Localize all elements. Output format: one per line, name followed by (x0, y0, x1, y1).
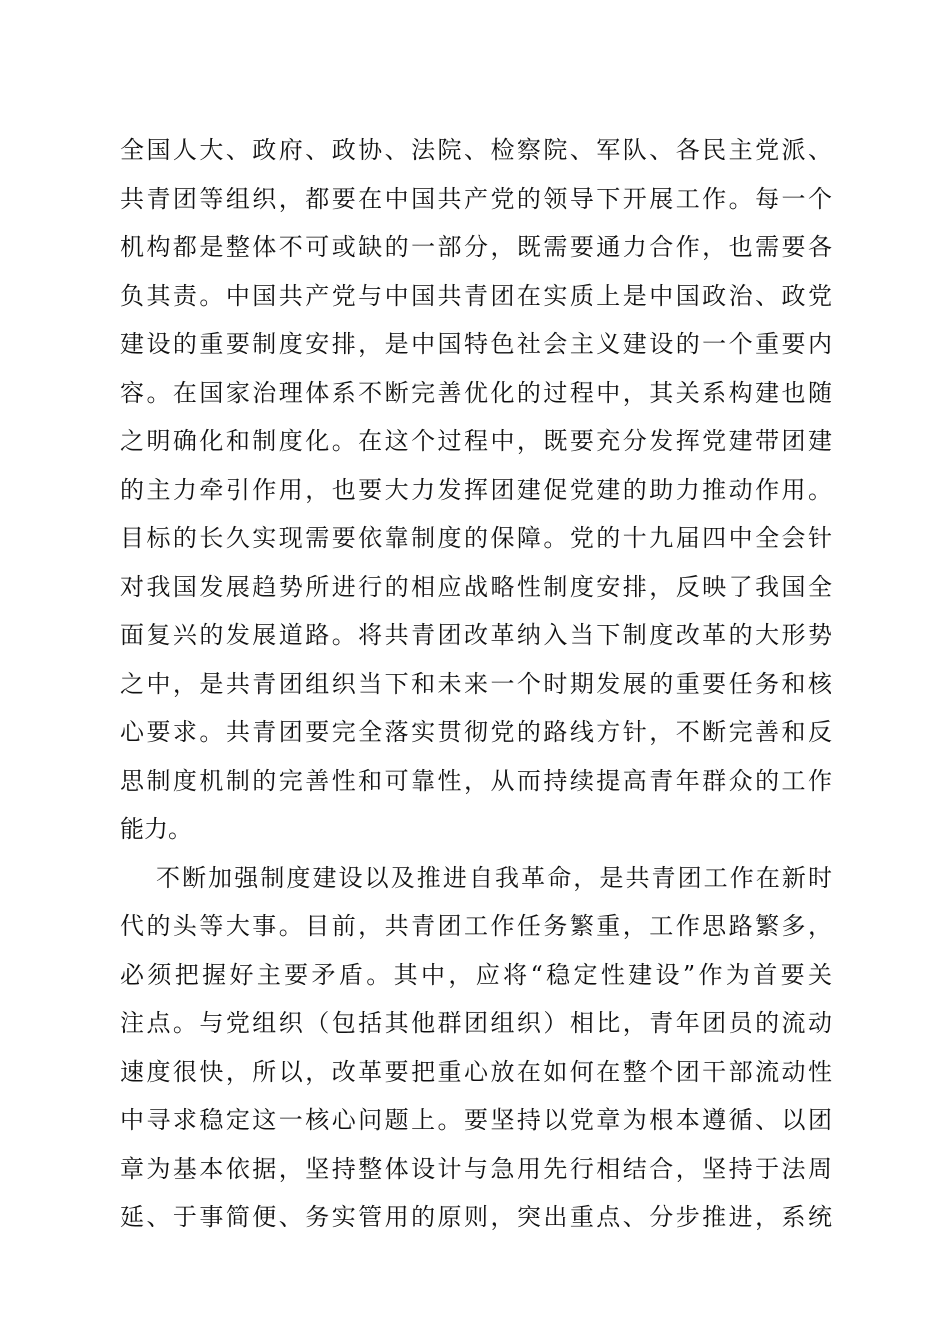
text-line: 机构都是整体不可或缺的一部分，既需要通力合作，也需要各 (120, 233, 832, 261)
text-line: 之中，是共青团组织当下和未来一个时期发展的重要任务和核 (120, 669, 832, 698)
text-line: 延、于事简便、务实管用的原则，突出重点、分步推进，系统 (120, 1203, 832, 1231)
text-line: 思制度机制的完善性和可靠性，从而持续提高青年群众的工作 (120, 766, 832, 795)
text-line: 心要求。共青团要完全落实贯彻党的路线方针，不断完善和反 (120, 718, 832, 746)
text-line: 建设的重要制度安排，是中国特色社会主义建设的一个重要内 (120, 330, 832, 358)
text-line: 之明确化和制度化。在这个过程中，既要充分发挥党建带团建 (120, 427, 832, 455)
text-line: 对我国发展趋势所进行的相应战略性制度安排，反映了我国全 (120, 572, 832, 601)
text-line: 代的头等大事。目前，共青团工作任务繁重，工作思路繁多， (120, 912, 832, 940)
text-line: 的主力牵引作用，也要大力发挥团建促党建的助力推动作用。 (120, 475, 832, 504)
paragraph-first-line: 不断加强制度建设以及推进自我革命，是共青团工作在新时 (156, 863, 832, 892)
text-line: 章为基本依据，坚持整体设计与急用先行相结合，坚持于法周 (120, 1154, 832, 1183)
text-line: 全国人大、政府、政协、法院、检察院、军队、各民主党派、 (120, 136, 832, 164)
text-line: 速度很快，所以，改革要把重心放在如何在整个团干部流动性 (120, 1057, 832, 1086)
text-line: 注点。与党组织（包括其他群团组织）相比，青年团员的流动 (120, 1009, 832, 1037)
text-line: 目标的长久实现需要依靠制度的保障。党的十九届四中全会针 (120, 524, 832, 552)
text-line: 容。在国家治理体系不断完善优化的过程中，其关系构建也随 (120, 378, 832, 407)
text-line: 共青团等组织，都要在中国共产党的领导下开展工作。每一个 (120, 184, 832, 213)
text-line: 面复兴的发展道路。将共青团改革纳入当下制度改革的大形势 (120, 621, 832, 649)
body-text (120, 126, 832, 1242)
text-line: 必须把握好主要矛盾。其中，应将“稳定性建设”作为首要关 (120, 960, 832, 989)
text-line: 负其责。中国共产党与中国共青团在实质上是中国政治、政党 (120, 281, 832, 310)
text-line: 中寻求稳定这一核心问题上。要坚持以党章为根本遵循、以团 (120, 1106, 832, 1134)
paragraph-end-line: 能力。 (120, 815, 192, 843)
